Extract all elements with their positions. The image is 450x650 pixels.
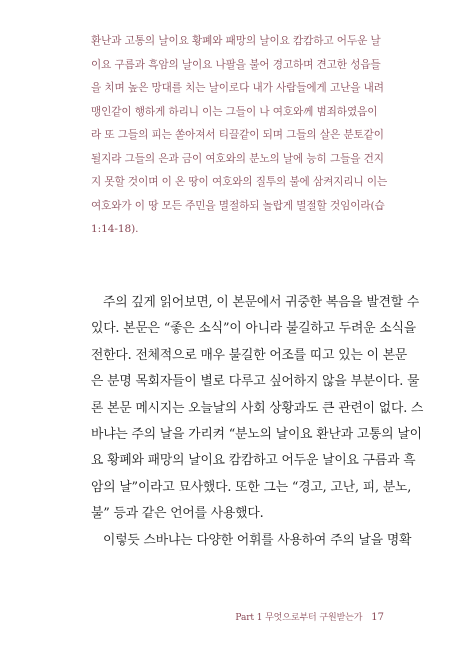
paragraph-line: 전한다. 전체적으로 매우 불길한 어조를 띠고 있는 이 본문	[91, 347, 408, 363]
paragraph-line: 이렇듯 스바냐는 다양한 어휘를 사용하여 주의 날을 명확	[103, 532, 412, 548]
quote-line: 될지라 그들의 은과 금이 여호와의 분노의 날에 능히 그들을 건지	[91, 152, 384, 165]
paragraph-line: 론 본문 메시지는 오늘날의 사회 상황과도 큰 관련이 없다. 스	[91, 400, 424, 416]
quote-line: 지 못할 것이며 이 온 땅이 여호와의 질투의 불에 삼켜지리니 이는	[91, 176, 388, 188]
running-head: Part 1 무엇으로부터 구원받는가	[235, 613, 363, 623]
quote-line: 을 치며 높은 망대를 치는 날이로다 내가 사람들에게 고난을 내려	[91, 82, 384, 94]
quote-line: 라 또 그들의 피는 쏟아져서 티끌같이 되며 그들의 살은 분토같이	[91, 129, 384, 141]
quote-line: 여호와가 이 땅 모든 주민을 멸절하되 놀랍게 멸절할 것임이라(습	[91, 199, 385, 212]
quote-line: 이요 구름과 흑암의 날이요 나팔을 불어 경고하며 견고한 성읍들	[91, 58, 381, 71]
paragraph-line: 불” 등과 같은 언어를 사용했다.	[91, 506, 264, 522]
paragraph-line: 바냐는 주의 날을 가리켜 “분노의 날이요 환난과 고통의 날이	[91, 426, 422, 442]
paragraph-line: 있다. 본문은 “좋은 소식”이 아니라 불길하고 두려운 소식을	[91, 321, 416, 337]
quote-line: 환난과 고통의 날이요 황폐와 패망의 날이요 캄캄하고 어두운 날	[91, 35, 381, 47]
paragraph-line: 은 분명 목회자들이 별로 다루고 싶어하지 않을 부분이다. 물	[91, 374, 420, 390]
paragraph-line: 요 황폐와 패망의 날이요 캄캄하고 어두운 날이요 구름과 흑	[91, 453, 416, 469]
quote-citation: 1:14-18).	[91, 223, 139, 235]
page-number: 17	[371, 612, 384, 623]
paragraph-line: 암의 날”이라고 묘사했다. 또한 그는 “경고, 고난, 피, 분노,	[91, 479, 412, 495]
page-footer	[235, 610, 384, 623]
body-text-block	[91, 290, 424, 554]
scripture-quote-block	[91, 30, 388, 242]
paragraph-line: 주의 깊게 읽어보면, 이 본문에서 귀중한 복음을 발견할 수	[103, 295, 420, 310]
quote-line: 맹인같이 행하게 하리니 이는 그들이 나 여호와께 범죄하였음이	[91, 105, 378, 118]
